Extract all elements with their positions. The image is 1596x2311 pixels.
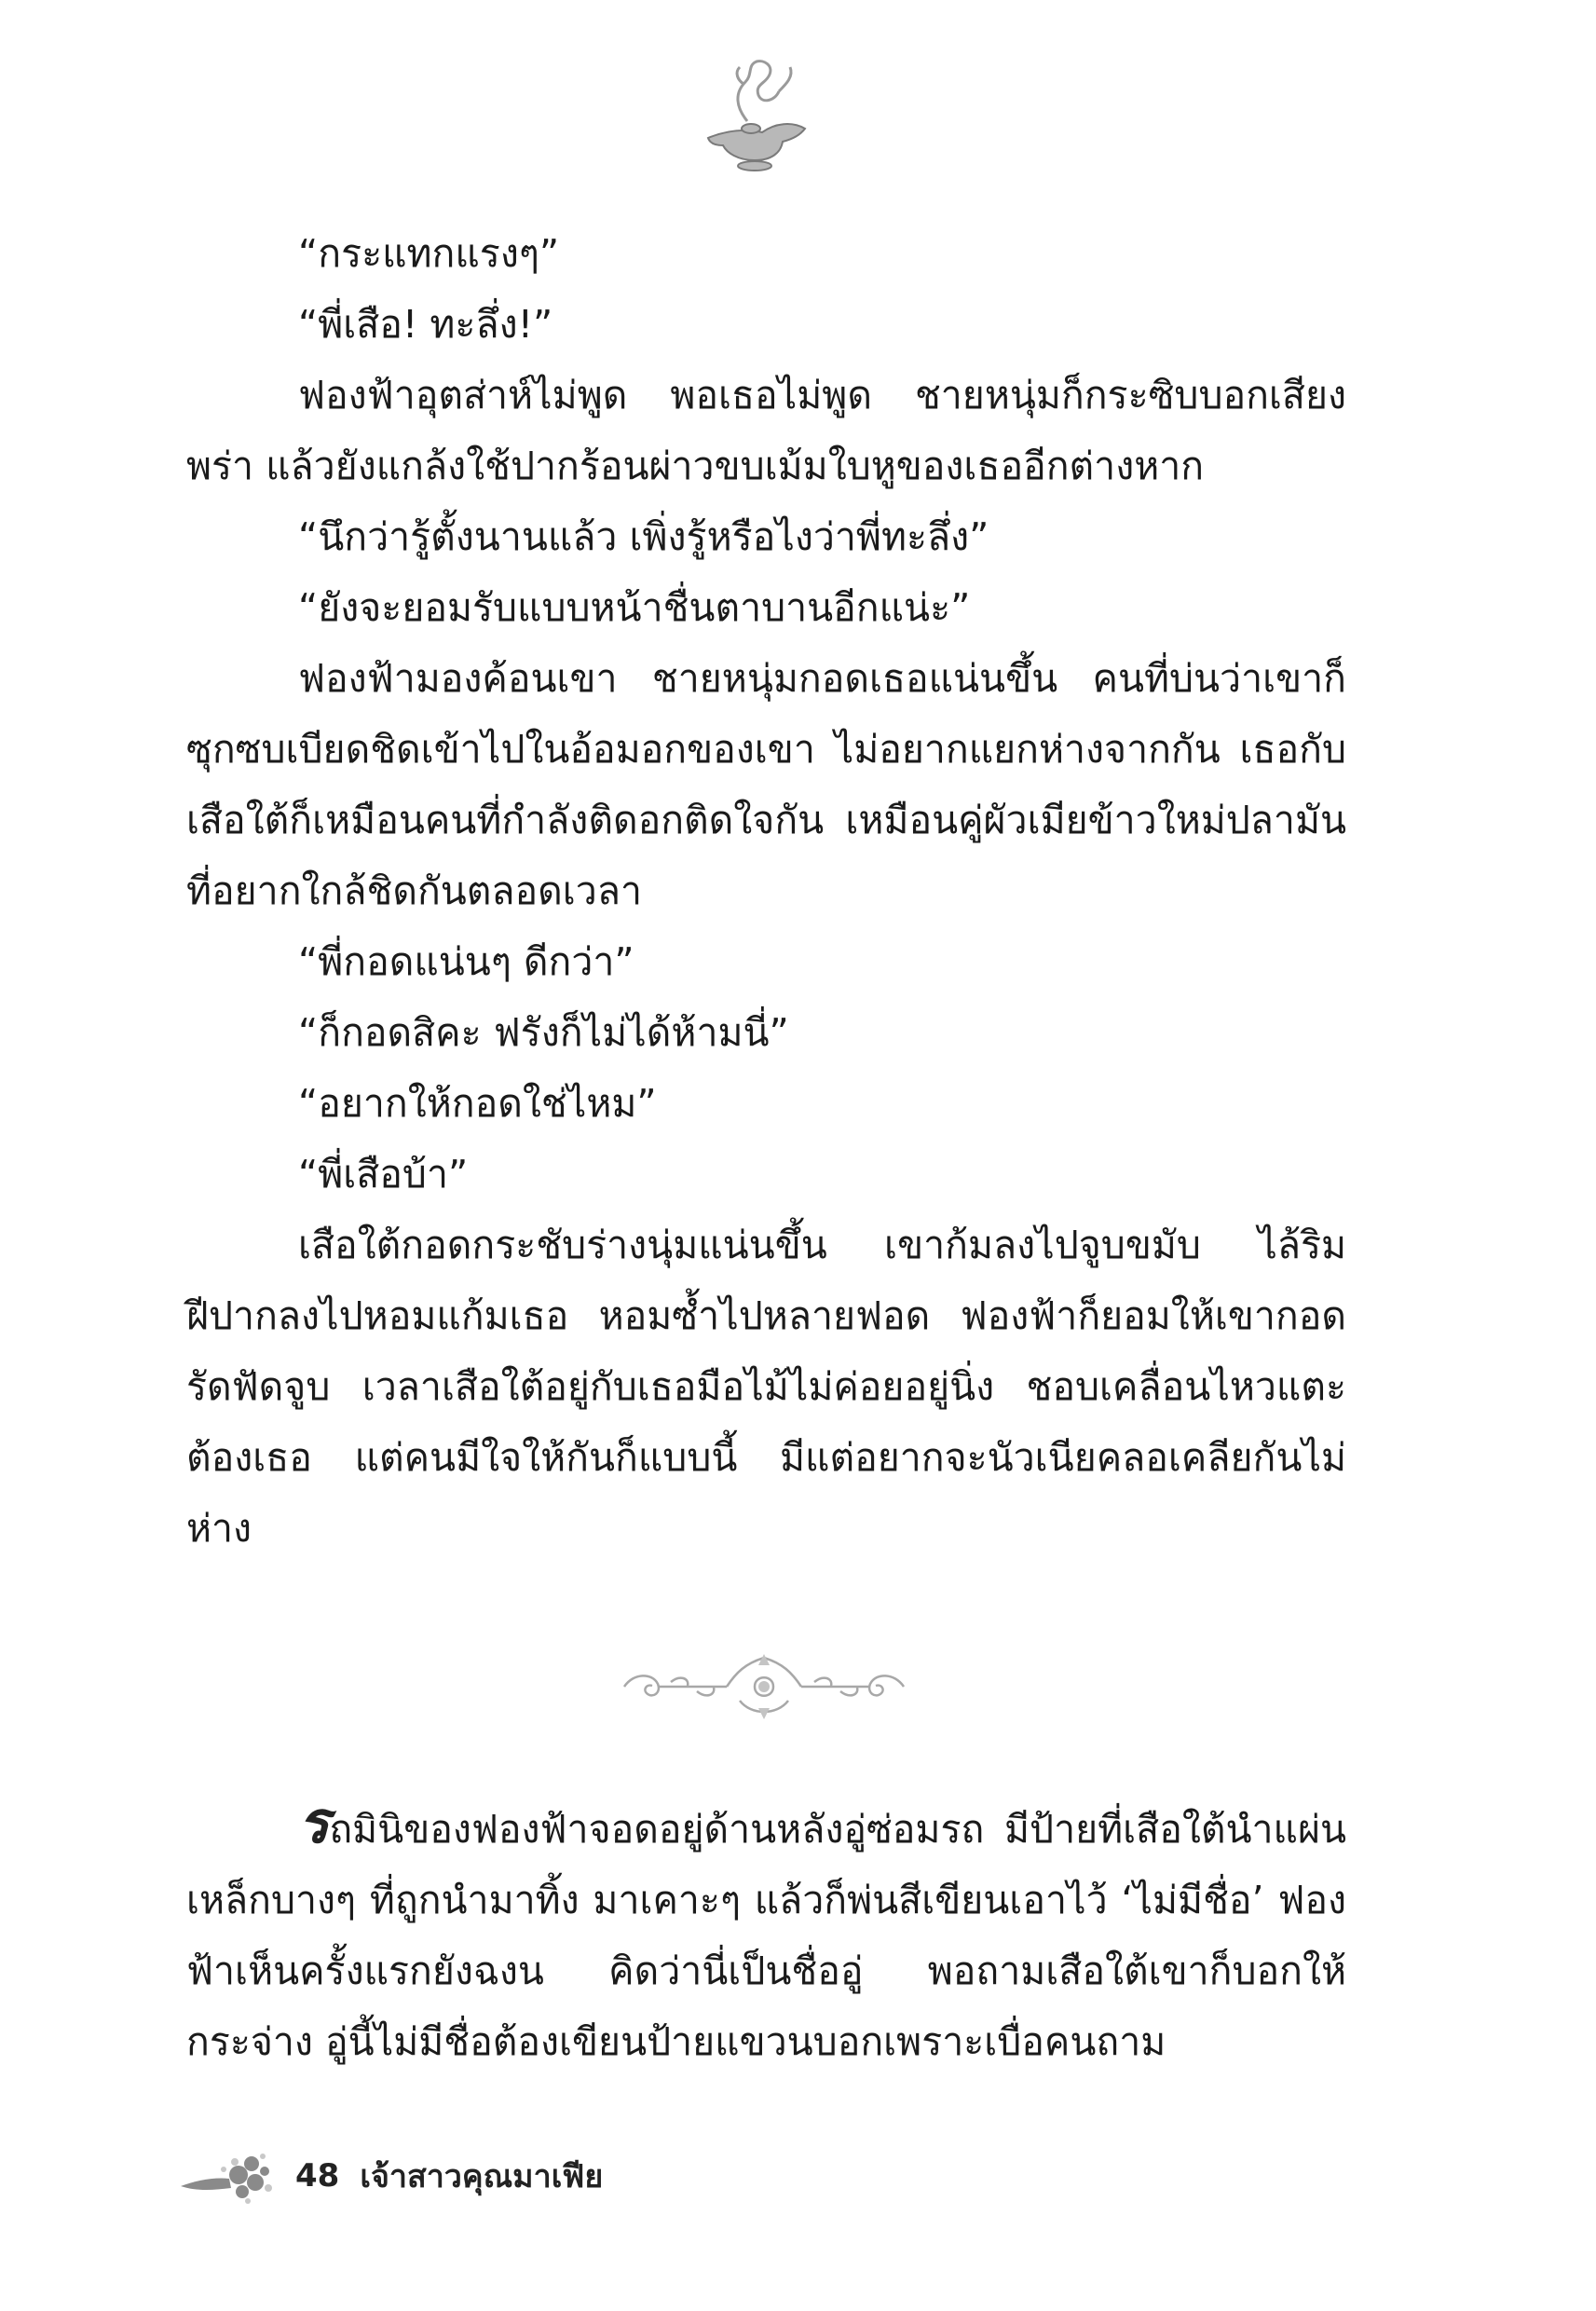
page-number: 48	[295, 2157, 340, 2195]
body-text-bottom	[186, 1788, 1346, 2077]
paragraph: เสือใต้กอดกระชับร่างนุ่มแน่นขึ้น เขาก้มลงไปจูบขมับ ไล้ริมฝีปากลงไปหอมแก้มเธอ หอมซ้ำไปหลายฟอด ฟองฟ้าก็ยอมให้เขากอดรัดฟัดจูบ เวลาเสือใต้อยู่กับเธอมือไม้ไม่ค่อยอยู่นิ่ง ชอบเคลื่อนไหวแตะต้องเธอ แต่คนมีใจให้กันก็แบบนี้ มีแต่อยากจะนัวเนียคลอเคลียกันไม่ห่าง	[186, 1223, 1346, 1551]
ornamental-divider-icon	[615, 1645, 913, 1729]
paragraph: ฟองฟ้าอุตส่าห์ไม่พูด พอเธอไม่พูด ชายหนุ่มก็กระซิบบอกเสียงพร่า แล้วยังแกล้งใช้ปากร้อนผ่าวขบเม้มใบหูของเธออีกต่างหาก	[186, 373, 1346, 488]
flower-bouquet-icon	[177, 2143, 275, 2208]
paragraph: “ก็กอดสิคะ ฟรังก็ไม่ได้ห้ามนี่”	[298, 1010, 789, 1055]
paragraph: “อยากให้กอดใช่ไหม”	[298, 1081, 657, 1126]
paragraph: “นึกว่ารู้ตั้งนานแล้ว เพิ่งรู้หรือไงว่าพี่ทะลึ่ง”	[298, 514, 989, 559]
paragraph: “กระแทกแรงๆ”	[298, 231, 560, 276]
page-footer	[177, 2143, 603, 2208]
book-title: เจ้าสาวคุณมาเฟีย	[360, 2158, 604, 2195]
paragraph-rest: ถมินิของฟองฟ้าจอดอยู่ด้านหลังอู่ซ่อมรถ มีป้ายที่เสือใต้นำแผ่นเหล็กบางๆ ที่ถูกนำมาทิ้ง มาเคาะๆ แล้วก็พ่นสีเขียนเอาไว้ ‘ไม่มีชื่อ’ ฟองฟ้าเห็นครั้งแรกยังฉงน คิดว่านี่เป็นชื่ออู่ พอถามเสือใต้เขาก็บอกให้กระจ่าง อู่นี้ไม่มีชื่อต้องเขียนป้ายแขวนบอกเพราะเบื่อคนถาม	[186, 1807, 1346, 2064]
paragraph: “พี่เสือ! ทะลึ่ง!”	[298, 302, 553, 347]
paragraph: “พี่กอดแน่นๆ ดีกว่า”	[298, 939, 634, 984]
body-text-top	[186, 218, 1346, 1564]
paragraph: ฟองฟ้ามองค้อนเขา ชายหนุ่มกอดเธอแน่นขึ้น คนที่บ่นว่าเขาก็ซุกซบเบียดชิดเข้าไปในอ้อมอกของเขา ไม่อยากแยกห่างจากกัน เธอกับเสือใต้ก็เหมือนคนที่กำลังติดอกติดใจกัน เหมือนคู่ผัวเมียข้าวใหม่ปลามันที่อยากใกล้ชิดกันตลอดเวลา	[186, 656, 1346, 913]
paragraph-with-dropcap	[186, 1788, 1346, 2077]
genie-lamp-icon	[689, 56, 820, 177]
paragraph: “ยังจะยอมรับแบบหน้าชื่นตาบานอีกแน่ะ”	[298, 585, 971, 630]
paragraph: “พี่เสือบ้า”	[298, 1152, 469, 1197]
drop-cap: ร	[298, 1788, 330, 1856]
